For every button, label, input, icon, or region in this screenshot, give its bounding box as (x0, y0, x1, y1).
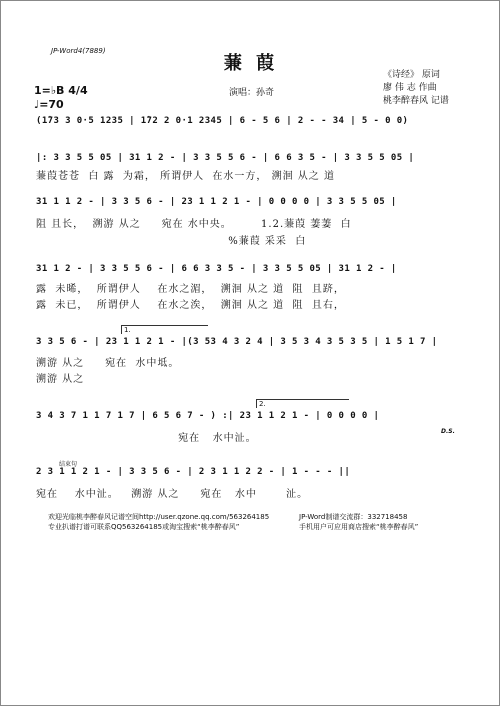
credit-transcriber: 桃李醉春风 记谱 (383, 96, 449, 106)
credit-lyrics: 《诗经》 原词 (383, 70, 440, 80)
footer-right-1: JP-Word制谱交流群：332718458 (299, 513, 408, 521)
lyric-line-8: 宛在 水中沚。 (36, 433, 257, 444)
footer-left-1: 欢迎光临桃李醉春风记谱空间http://user.qzone.qq.com/563264185 (48, 513, 270, 521)
notation-line-4: 31 1 2 - | 3 3 5 5 6 - | 6 6 3 3 5 - | 3 3 5 5 05 | 31 1 2 - | (36, 264, 397, 274)
lyric-line-6: 溯游 从之 宛在 水中坻。 (36, 358, 180, 369)
coda-label: 结束句 (59, 461, 78, 468)
footer-left-2: 专业扒谱打谱可联系QQ563264185或淘宝搜索“桃李醉春风” (48, 523, 240, 531)
notation-line-5: 3 3 5 6 - | 23 1 1 2 1 - |(3 53 4 3 2 4 | 3 5 3 4 3 5 3 5 | 1 5 1 7 | (36, 337, 438, 347)
tempo-marking: ♩=70 (34, 98, 64, 111)
source-label: JP-Word4(7889) (51, 47, 106, 55)
lyric-line-7: 溯游 从之 (36, 374, 85, 385)
lyric-line-5: 露 未已， 所谓伊人 在水之涘， 溯洄 从之 道 阻 且右， (36, 300, 345, 311)
notation-line-2: |: 3 3 5 5 05 | 31 1 2 - | 3 3 5 5 6 - | 6 6 3 5 - | 3 3 5 5 05 | (36, 153, 415, 163)
notation-line-6: 3 4 3 7 1 1 7 1 7 | 6 5 6 7 - ) :| 23 1 1 2 1 - | 0 0 0 0 | (36, 411, 380, 421)
notation-line-3: 31 1 1 2 - | 3 3 5 6 - | 23 1 1 2 1 - | 0 0 0 0 | 3 3 5 5 05 | (36, 197, 397, 207)
key-signature: 1=♭B 4/4 (34, 84, 88, 97)
ds-marking: D.S. (441, 428, 455, 435)
lyric-line-9: 宛在 水中沚。 溯游 从之 宛在 水中 沚。 (36, 489, 309, 500)
volta-1: 1. (121, 325, 208, 334)
song-title: 蒹 葭 (223, 53, 279, 74)
footer-right-2: 手机用户可应用商店搜索“桃李醉春风” (299, 523, 419, 531)
notation-line-1: (1̇73 3 0·5 1235 | 1̇72 2 0·1 2345 | 6 - 5 6 | 2 - - 34 | 5 - 0 0) (36, 116, 409, 126)
singer-label: 演唱：孙奇 (229, 88, 275, 98)
lyric-line-4: 露 未晞， 所谓伊人 在水之湄， 溯洄 从之 道 阻 且跻， (36, 284, 345, 295)
lyric-line-3: %蒹葭 采采 白 (36, 236, 307, 247)
lyric-line-1: 蒹葭苍苍 白 露 为霜， 所谓伊人 在水一方， 溯洄 从之 道 (36, 171, 335, 182)
credit-composer: 廖 伟 志 作曲 (383, 83, 437, 93)
volta-2: 2. (256, 399, 349, 408)
credits-block (383, 69, 449, 108)
notation-line-7: 2 3 1 1 2 1 - | 3 3 5 6 - | 2 3 1 1 2 2 - | 1 - - - || (36, 467, 351, 477)
lyric-line-2: 阻 且长， 溯游 从之 宛在 水中央。 1.2.蒹葭 萋萋 白 (36, 219, 352, 230)
